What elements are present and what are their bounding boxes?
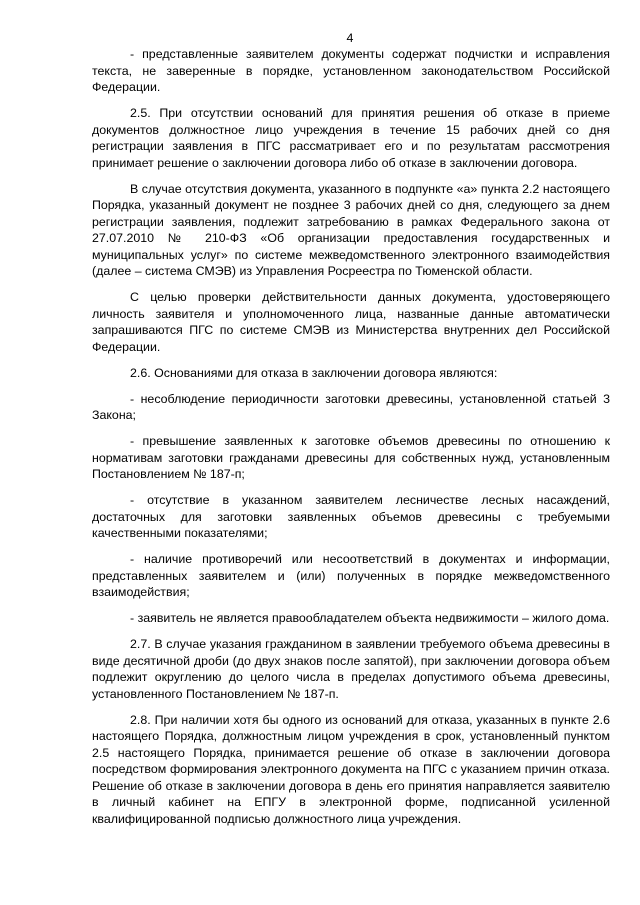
- paragraph-2-5: 2.5. При отсутствии оснований для принятия решения об отказе в приеме документов должностное лицо учреждения в течение 15 рабочих дней со дня регистрации заявления в ПГС рассматривает его и по результатам рассмотрения принимает решение о заключении договора либо об отказе в заключении договора.: [92, 106, 610, 170]
- paragraph-2-6: 2.6. Основаниями для отказа в заключении договора являются:: [130, 365, 498, 380]
- paragraph-identity-check: С целью проверки действительности данных документа, удостоверяющего личность заявителя и уполномоченного лица, названные данные автоматически запрашиваются ПГС по системе СМЭВ из Министерства внутренних дел Российской Федерации.: [92, 290, 610, 354]
- page-number: 4: [346, 31, 354, 45]
- list-item-no-plantations: - отсутствие в указанном заявителем лесничестве лесных насаждений, достаточных для заготовки заявленных объемов древесины с требуемыми качественными показателями;: [92, 493, 610, 540]
- paragraph-2-7: 2.7. В случае указания гражданином в заявлении требуемого объема древесины в виде десятичной дроби (до двух знаков после запятой), при заключении договора объем подлежит округлению до целого числа в пределах допустимого объема древесины, установленного Постановлением № 187-п.: [92, 637, 610, 701]
- document-body: [92, 46, 610, 837]
- paragraph-corrections-clause: - представленные заявителем документы содержат подчистки и исправления текста, не заверенные в порядке, установленном законодательством Российской Федерации.: [92, 47, 610, 94]
- list-item-not-owner: - заявитель не является правообладателем объекта недвижимости – жилого дома.: [130, 611, 610, 625]
- list-item-contradictions: - наличие противоречий или несоответствий в документах и информации, представленных заявителем и (или) полученных в порядке межведомственного взаимодействия;: [92, 552, 610, 599]
- list-item-excess-volume: - превышение заявленных к заготовке объемов древесины по отношению к нормативам заготовки гражданами древесины для собственных нужд, установленным Постановлением № 187-п;: [92, 434, 610, 481]
- paragraph-missing-document: В случае отсутствия документа, указанного в подпункте «а» пункта 2.2 настоящего Порядка, указанный документ не позднее 3 рабочих дней со дня, следующего за днем регистрации заявления, подлежит затребованию в рамках Федерального закона от 27.07.2010 № 210-ФЗ «Об организации предоставления государственных и муниципальных услуг» по системе межведомственного электронного взаимодействия (далее – система СМЭВ) из Управления Росреестра по Тюменской области.: [92, 181, 610, 278]
- paragraph-2-8: 2.8. При наличии хотя бы одного из оснований для отказа, указанных в пункте 2.6 настоящего Порядка, должностным лицом учреждения в срок, установленный пунктом 2.5 настоящего Порядка, принимается решение об отказе в заключении договора посредством формирования электронного документа на ПГС с указанием причин отказа. Решение об отказе в заключении договора в день его принятия направляется заявителю в личный кабинет на ЕПГУ в электронной форме, подписанной усиленной квалифицированной подписью должностного лица учреждения.: [92, 712, 610, 826]
- list-item-periodicity: - несоблюдение периодичности заготовки древесины, установленной статьей 3 Закона;: [92, 391, 610, 422]
